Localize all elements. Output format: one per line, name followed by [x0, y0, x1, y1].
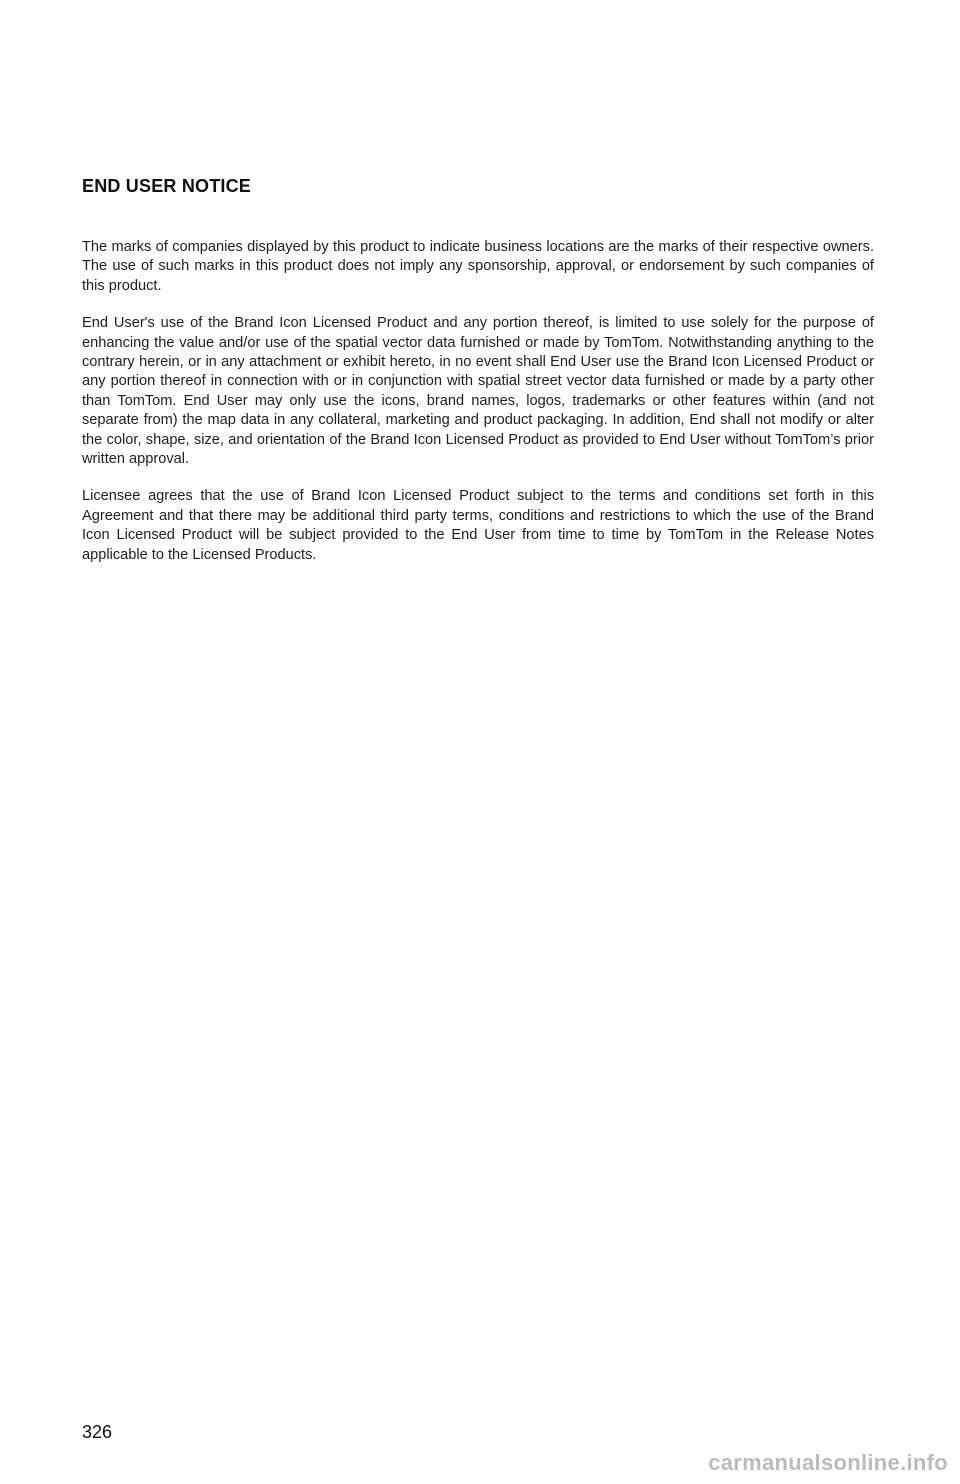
paragraph-licensee-agreement: Licensee agrees that the use of Brand Icon Licensed Product subject to the terms and conditions set forth in this Agreement and that there may be additional third party terms, conditions and restrictions to which the use of the Brand Icon Licensed Product will be subject provided to the End User from time to time by TomTom in the Release Notes applicable to the Licensed Products.	[82, 488, 874, 563]
page-number: 326	[82, 1422, 113, 1442]
watermark: carmanualsonline.info	[708, 1450, 948, 1475]
notice-body	[82, 238, 874, 583]
paragraph-brand-icon-use: End User's use of the Brand Icon Licensed Product and any portion thereof, is limited to use solely for the purpose of enhancing the value and/or use of the spatial vector data furnished or made by TomTom. Notwithstanding anything to the contrary herein, or in any attachment or exhibit hereto, in no event shall End User use the Brand Icon Licensed Product or any portion thereof in connection with or in conjunction with spatial street vector data furnished or made by a party other than TomTom. End User may only use the icons, brand names, logos, trademarks or other features within (and not separate from) the map data in any collateral, marketing and product packaging. In addition, End shall not modify or alter the color, shape, size, and orientation of the Brand Icon Licensed Product as provided to End User without TomTom’s prior written approval.	[82, 315, 874, 468]
notice-title: END USER NOTICE	[82, 176, 252, 196]
paragraph-trademarks: The marks of companies displayed by this product to indicate business locations are the marks of their respective owners. The use of such marks in this product does not imply any sponsorship, approval, or endorsement by such companies of this product.	[82, 239, 874, 294]
